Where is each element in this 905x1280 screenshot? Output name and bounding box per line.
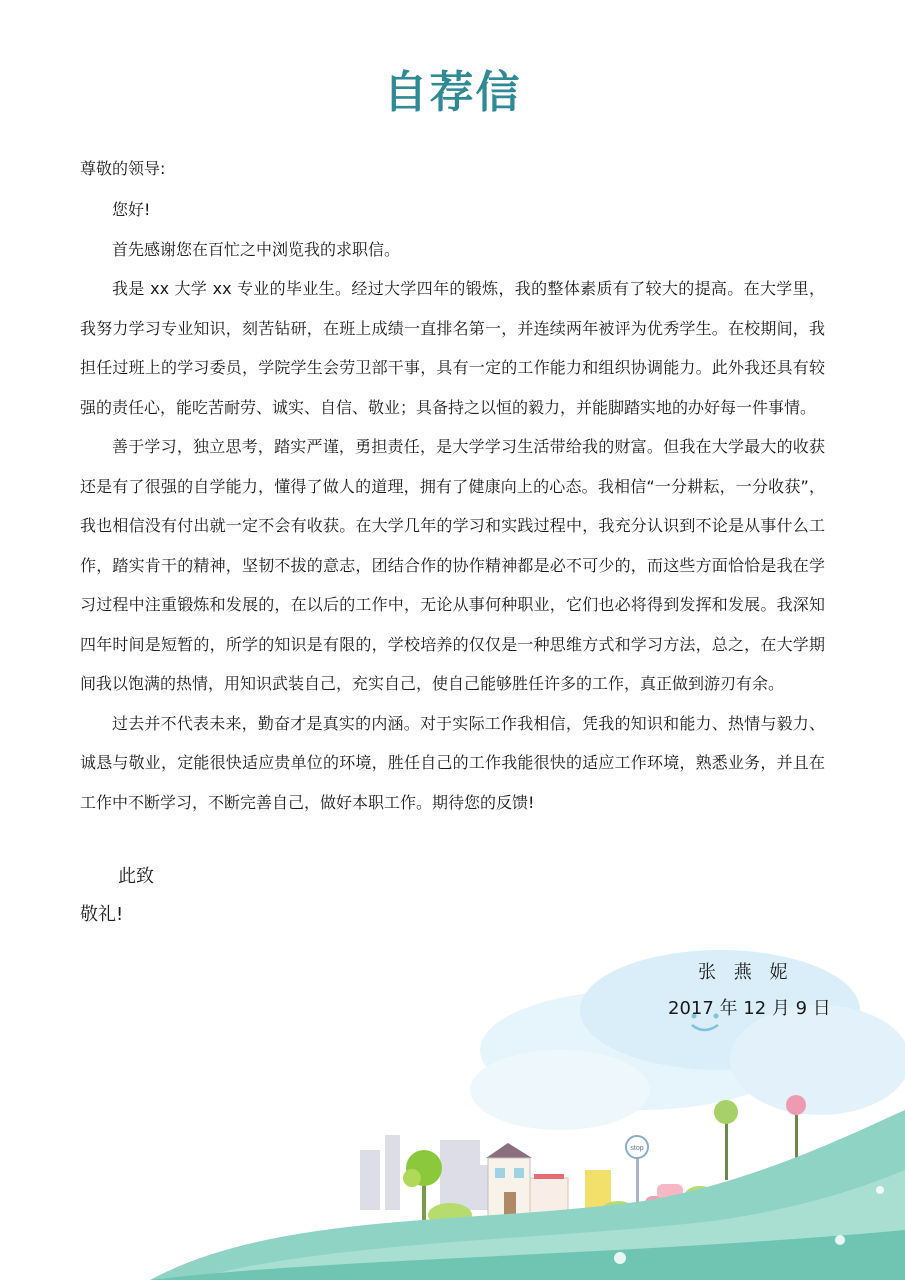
cloud-illustration [470, 950, 905, 1130]
paragraph-greeting: 您好! [112, 200, 151, 219]
bus-stop-text: stop [630, 1145, 644, 1152]
paragraph-closing: 过去并不代表未来，勤奋才是真实的内涵。对于实际工作我相信，凭我的知识和能力、热情与毅力、诚恳与敬业，定能很快适应贵单位的环境，胜任自己的工作我能很快的适应工作环境，熟悉业务，并且在工作中不断学习，不断完善自己，做好本职工作。期待您的反馈! [80, 713, 825, 812]
paragraph-strengths: 善于学习，独立思考，踏实严谨，勇担责任，是大学学习生活带给我的财富。但我在大学最大的收获还是有了很强的自学能力，懂得了做人的道理，拥有了健康向上的心态。我相信“一分耕耘，一分收获”，我也相信没有付出就一定不会有收获。在大学几年的学习和实践过程中，我充分认识到不论是从事什么工作，踏实肯干的精神，坚韧不拔的意志，团结合作的协作精神都是必不可少的，而这些方面恰恰是我在学习过程中注重锻炼和发展的，在以后的工作中，无论从事何种职业，它们也必将得到发挥和发展。我深知四年时间是短暂的，所学的知识是有限的，学校培养的仅仅是一种思维方式和学习方法，总之，在大学期间我以饱满的热情，用知识武装自己，充实自己，使自己能够胜任许多的工作，真正做到游刃有余。 [80, 437, 825, 693]
paragraph-background: 我是 xx 大学 xx 专业的毕业生。经过大学四年的锻炼，我的整体素质有了较大的提高。在大学里，我努力学习专业知识，刻苦钻研，在班上成绩一直排名第一，并连续两年被评为优秀学生。在校期间，我担任过班上的学习委员，学院学生会劳卫部干事，具有一定的工作能力和组织协调能力。此外我还具有较强的责任心，能吃苦耐劳、诚实、自信、敬业；具备持之以恒的毅力，并能脚踏实地的办好每一件事情。 [80, 279, 825, 417]
letter-title: 自荐信 [383, 67, 522, 118]
landscape-illustration [0, 940, 905, 1280]
letter-body [80, 190, 825, 822]
regards: 敬礼! [80, 904, 124, 925]
house-illustration [486, 1143, 611, 1216]
closing: 此致 [118, 866, 154, 887]
salutation: 尊敬的领导: [80, 159, 166, 178]
paragraph-thanks: 首先感谢您在百忙之中浏览我的求职信。 [112, 239, 401, 259]
letter-date: 2017 年 12 月 9 日 [668, 998, 831, 1019]
signature: 张 燕 妮 [698, 962, 794, 983]
